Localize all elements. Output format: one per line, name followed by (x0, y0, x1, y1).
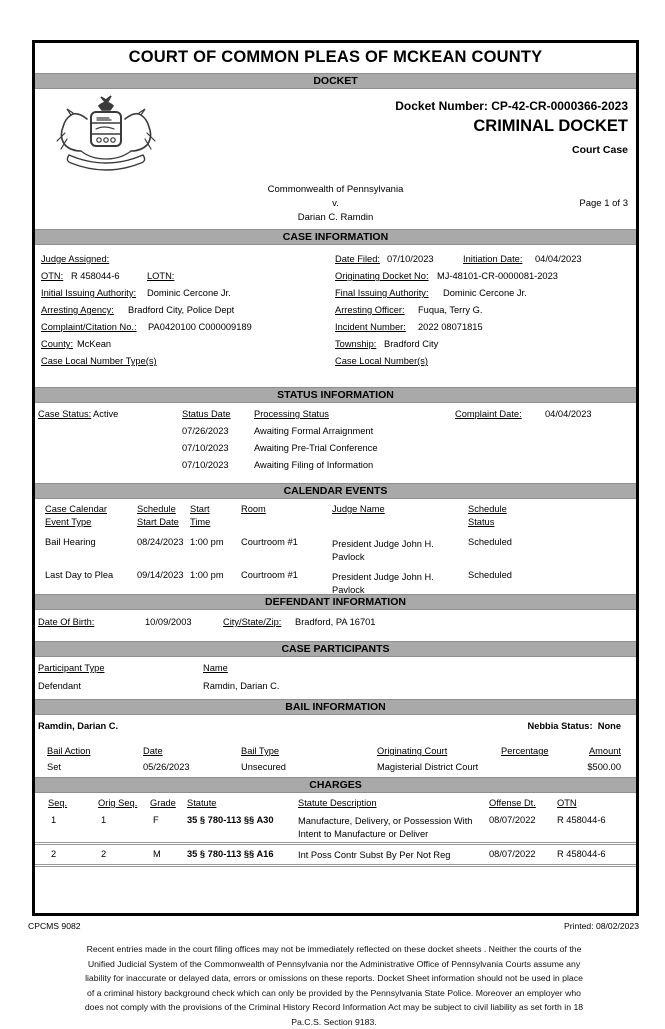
calendar-header-room: Room (241, 504, 266, 514)
section-header-defendant-information: DEFENDANT INFORMATION (35, 594, 636, 610)
status-information-section (35, 403, 636, 483)
charges-orig-seq-header: Orig Seq. (98, 798, 138, 808)
bail-information-section (35, 715, 636, 777)
bail-type-header: Bail Type (241, 746, 280, 756)
date-filed-value: 07/10/2023 (387, 254, 434, 264)
final-issuing-authority-label: Final Issuing Authority: (335, 288, 429, 298)
status-entry-date: 07/26/2023 (182, 426, 229, 436)
incident-number-label: Incident Number: (335, 322, 406, 332)
case-caption (35, 181, 636, 229)
status-entry-date: 07/10/2023 (182, 443, 229, 453)
status-entry-date: 07/10/2023 (182, 460, 229, 470)
calendar-header-event-2: Event Type (45, 517, 92, 527)
date-of-birth-label: Date Of Birth: (38, 617, 95, 627)
calendar-event-status: Scheduled (468, 570, 512, 580)
initial-issuing-authority-label: Initial Issuing Authority: (41, 288, 137, 298)
calendar-header-event-1: Case Calendar (45, 504, 108, 514)
charge-description-2: Intent to Manufacture or Deliver (298, 829, 429, 839)
bail-originating-court-header: Originating Court (377, 746, 448, 756)
originating-docket-label: Originating Docket No: (335, 271, 429, 281)
bail-participant-name: Ramdin, Darian C. (38, 721, 119, 731)
participant-type: Defendant (38, 681, 81, 691)
arresting-agency-label: Arresting Agency: (41, 305, 114, 315)
docket-header (35, 89, 636, 181)
caption-plaintiff: Commonwealth of Pennsylvania (267, 184, 404, 195)
calendar-header-judge: Judge Name (332, 504, 385, 514)
caption-defendant: Darian C. Ramdin (297, 212, 374, 223)
complaint-citation-label: Complaint/Citation No.: (41, 322, 137, 332)
page-footer (28, 921, 639, 931)
bail-action-value: Set (47, 762, 61, 772)
pennsylvania-coat-of-arms-icon (47, 93, 165, 177)
nebbia-status-value: None (597, 721, 621, 731)
bail-type-value: Unsecured (241, 762, 286, 772)
status-date-header: Status Date (182, 409, 231, 419)
bail-percentage-header: Percentage (501, 746, 549, 756)
case-participants-section (35, 657, 636, 699)
calendar-event-judge-2: Pavlock (332, 585, 365, 595)
initiation-date-value: 04/04/2023 (535, 254, 582, 264)
status-entry-status: Awaiting Pre-Trial Conference (254, 443, 378, 453)
charge-offense-date: 08/07/2022 (489, 815, 536, 825)
calendar-event-room: Courtroom #1 (241, 537, 298, 547)
calendar-event-status: Scheduled (468, 537, 512, 547)
township-value: Bradford City (384, 339, 439, 349)
calendar-header-status-2: Status (468, 517, 495, 527)
participant-type-header: Participant Type (38, 663, 105, 673)
complaint-citation-value: PA0420100 C000009189 (148, 322, 252, 332)
section-header-bail-information: BAIL INFORMATION (35, 699, 636, 715)
printed-label: Printed: (563, 921, 594, 931)
calendar-header-time-2: Time (190, 517, 211, 527)
case-status-value: Active (93, 409, 119, 419)
processing-status-header: Processing Status (254, 409, 329, 419)
charge-orig-seq: 2 (101, 849, 107, 859)
charges-row-divider (35, 864, 636, 867)
page-number: Page 1 of 3 (579, 198, 628, 209)
charges-description-header: Statute Description (298, 798, 377, 808)
charge-offense-date: 08/07/2022 (489, 849, 536, 859)
calendar-event-judge-2: Pavlock (332, 552, 365, 562)
incident-number-value: 2022 08071815 (418, 322, 483, 332)
form-id: CPCMS 9082 (28, 921, 81, 931)
calendar-event-type: Last Day to Plea (45, 570, 114, 580)
calendar-event-judge-1: President Judge John H. (332, 539, 434, 549)
county-label: County: (41, 339, 74, 349)
case-type: Court Case (571, 144, 628, 156)
section-header-status-information: STATUS INFORMATION (35, 387, 636, 403)
charge-description-1: Int Poss Contr Subst By Per Not Reg (298, 850, 451, 860)
charges-offense-date-header: Offense Dt. (489, 798, 536, 808)
charge-statute: 35 § 780-113 §§ A16 (187, 849, 274, 859)
disclaimer-text: Recent entries made in the court filing offices may not be immediately reflected on these docket sheets . Neither the courts of the Unified Judicial System of the Commonwealth of Pennsylvania nor the Administrative Office of Pennsylvania Courts assume any liability for inaccurate or delayed data, errors or omissions on these reports. Docket Sheet information should not be used in place of a criminal history background check which can only be provided by the Pennsylvania State Police. Moreover an employer who does not comply with the provisions of the Criminal History Record Information Act may be subject to civil liability as set forth in 18 Pa.C.S. Section 9183. (84, 944, 584, 1027)
calendar-header-time-1: Start (190, 504, 210, 514)
defendant-information-section (35, 610, 636, 641)
caption-versus: v. (332, 198, 339, 209)
charge-grade: F (153, 815, 159, 825)
charges-row-divider (35, 842, 636, 845)
arresting-officer-value: Fuqua, Terry G. (418, 305, 483, 315)
city-state-zip-value: Bradford, PA 16701 (295, 617, 376, 627)
status-entry-status: Awaiting Formal Arraignment (254, 426, 374, 436)
participant-name: Ramdin, Darian C. (203, 681, 280, 691)
section-header-docket: DOCKET (35, 73, 636, 89)
charges-otn-header: OTN (557, 798, 577, 808)
participant-name-header: Name (203, 663, 228, 673)
final-issuing-authority-value: Dominic Cercone Jr. (443, 288, 527, 298)
section-header-charges: CHARGES (35, 777, 636, 793)
charge-description-1: Manufacture, Delivery, or Possession With (298, 816, 473, 826)
calendar-header-status-1: Schedule (468, 504, 507, 514)
arresting-officer-label: Arresting Officer: (335, 305, 405, 315)
otn-label: OTN: (41, 271, 64, 281)
bail-action-header: Bail Action (47, 746, 91, 756)
section-header-case-participants: CASE PARTICIPANTS (35, 641, 636, 657)
charges-grade-header: Grade (150, 798, 176, 808)
charges-section (35, 793, 636, 867)
county-value: McKean (77, 339, 112, 349)
complaint-date-label: Complaint Date: (455, 409, 522, 419)
nebbia-status (527, 720, 621, 732)
lotn-label: LOTN: (147, 271, 175, 281)
bail-amount-header: Amount (588, 746, 621, 756)
charges-statute-header: Statute (187, 798, 217, 808)
calendar-event-date: 08/24/2023 (137, 537, 184, 547)
arresting-agency-value: Bradford City, Police Dept (128, 305, 235, 315)
calendar-events-section (35, 499, 636, 594)
initial-issuing-authority-value: Dominic Cercone Jr. (147, 288, 231, 298)
docket-number-value: CP-42-CR-0000366-2023 (491, 99, 628, 113)
case-local-numbers-label: Case Local Number(s) (335, 356, 429, 366)
calendar-event-judge-1: President Judge John H. (332, 572, 434, 582)
nebbia-status-label: Nebbia Status: (527, 721, 593, 731)
complaint-date-value: 04/04/2023 (545, 409, 592, 419)
case-status-label: Case Status: (38, 409, 92, 419)
court-title: COURT OF COMMON PLEAS OF MCKEAN COUNTY (128, 48, 543, 66)
printed-date (564, 921, 639, 931)
originating-docket-value: MJ-48101-CR-0000081-2023 (437, 271, 558, 281)
calendar-event-room: Courtroom #1 (241, 570, 298, 580)
section-header-case-information: CASE INFORMATION (35, 229, 636, 245)
calendar-event-time: 1:00 pm (190, 537, 224, 547)
calendar-header-date-2: Start Date (137, 517, 179, 527)
charge-grade: M (153, 849, 161, 859)
city-state-zip-label: City/State/Zip: (223, 617, 282, 627)
case-information-section (35, 245, 636, 387)
bail-date-header: Date (143, 746, 163, 756)
charge-otn: R 458044-6 (557, 849, 606, 859)
case-local-number-type-label: Case Local Number Type(s) (41, 356, 157, 366)
bail-amount-value: $500.00 (587, 762, 621, 772)
docket-number-label: Docket Number: (395, 99, 488, 113)
date-of-birth-value: 10/09/2003 (145, 617, 192, 627)
calendar-event-date: 09/14/2023 (137, 570, 184, 580)
bail-date-value: 05/26/2023 (143, 762, 190, 772)
section-header-calendar-events: CALENDAR EVENTS (35, 483, 636, 499)
charge-otn: R 458044-6 (557, 815, 606, 825)
calendar-event-type: Bail Hearing (45, 537, 96, 547)
bail-originating-court-value: Magisterial District Court (377, 762, 479, 772)
initiation-date-label: Initiation Date: (463, 254, 523, 264)
charge-seq: 1 (51, 815, 57, 825)
township-label: Township: (335, 339, 377, 349)
otn-value: R 458044-6 (71, 271, 120, 281)
status-entry-status: Awaiting Filing of Information (254, 460, 374, 470)
judge-assigned-label: Judge Assigned: (41, 254, 110, 264)
charge-orig-seq: 1 (101, 815, 107, 825)
charges-seq-header: Seq. (48, 798, 68, 808)
docket-type: CRIMINAL DOCKET (473, 117, 628, 135)
docket-number (395, 99, 628, 113)
printed-date-value: 08/02/2023 (595, 921, 639, 931)
charge-seq: 2 (51, 849, 57, 859)
calendar-event-time: 1:00 pm (190, 570, 224, 580)
calendar-header-date-1: Schedule (137, 504, 176, 514)
docket-sheet-page (32, 40, 639, 916)
charge-statute: 35 § 780-113 §§ A30 (187, 815, 274, 825)
date-filed-label: Date Filed: (335, 254, 380, 264)
